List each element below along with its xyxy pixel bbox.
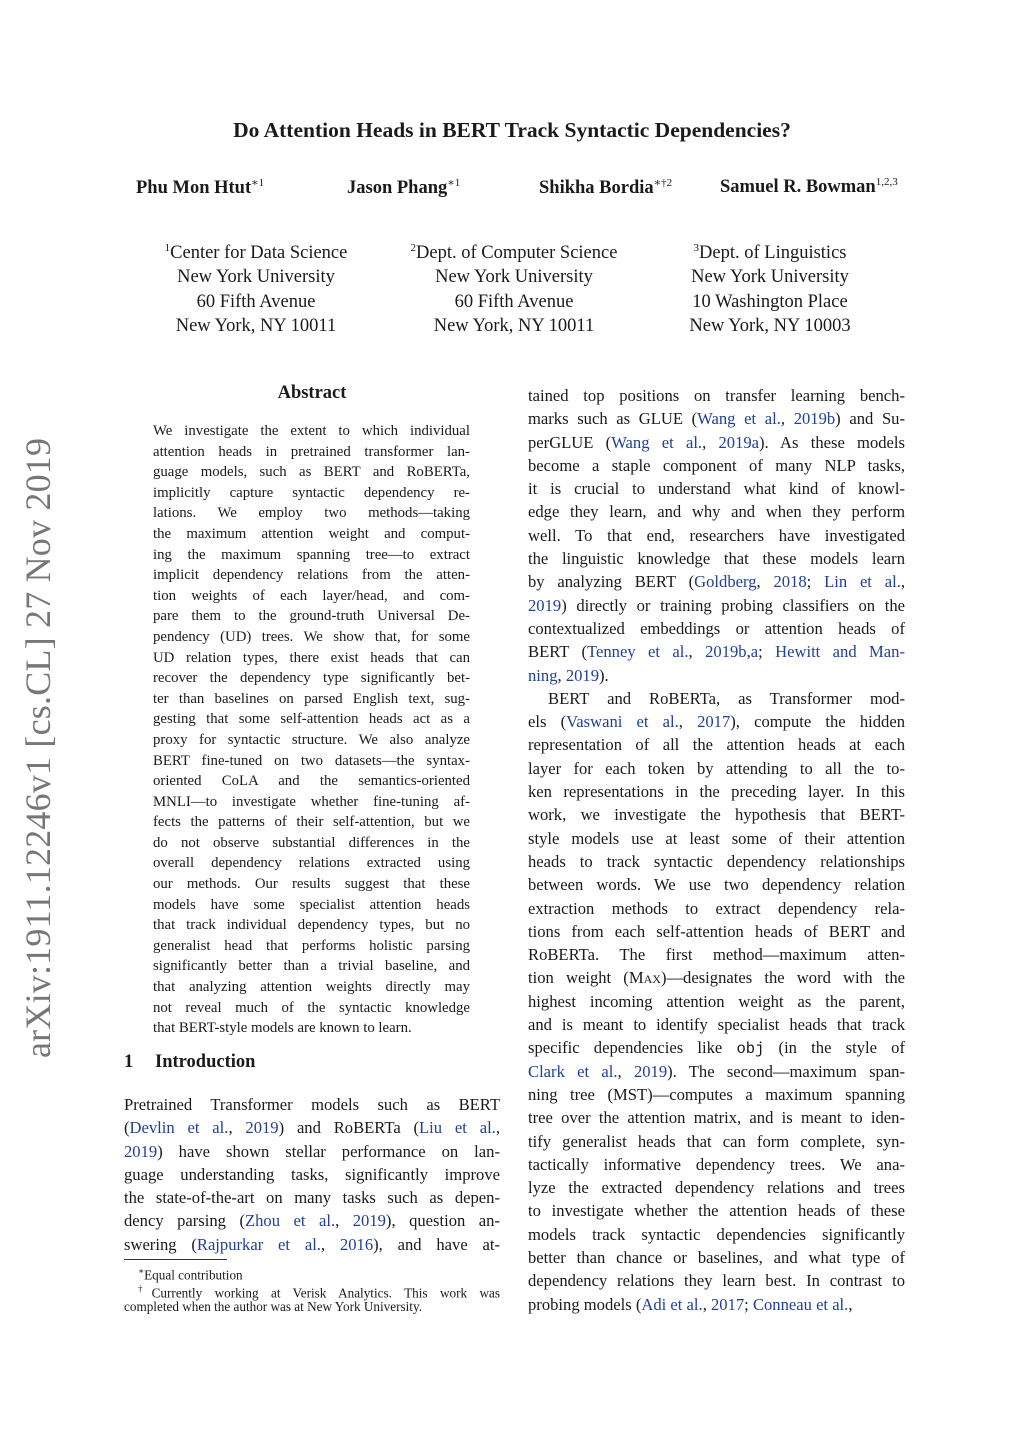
paper-title: Do Attention Heads in BERT Track Syntactic Dependencies? — [233, 118, 791, 142]
arxiv-identifier: arXiv:1911.12246v1 [cs.CL] 27 Nov 2019 — [18, 437, 58, 1058]
text-segment: the state-of-the-art on many tasks such as depen- — [124, 1188, 500, 1208]
affiliation-sup: 3 — [693, 242, 700, 254]
text-line — [528, 687, 905, 710]
citation-link[interactable]: 2019 — [633, 1061, 668, 1081]
affiliation-line — [640, 236, 900, 265]
text-segment: become a staple component of many NLP tasks, — [528, 455, 905, 475]
abstract-line: oriented CoLA and the semantics-oriented — [153, 773, 470, 790]
abstract-line: implicitly capture syntactic dependency re- — [153, 484, 470, 501]
text-segment: ; — [758, 642, 776, 662]
text-line — [528, 710, 905, 733]
text-line — [124, 1116, 500, 1139]
abstract-line: pare them to the ground-truth Universal De- — [153, 608, 470, 625]
text-segment: to investigate whether the attention heads of these — [528, 1201, 905, 1221]
text-segment: , — [678, 712, 698, 732]
text-line — [124, 1163, 500, 1186]
text-segment: ), question an- — [385, 1211, 500, 1231]
text-segment: , — [335, 1211, 353, 1231]
text-line — [528, 803, 905, 826]
text-segment: (in the style of — [764, 1038, 905, 1058]
text-segment: tify generalist heads that can form complete, syn- — [528, 1131, 905, 1151]
citation-link[interactable]: Conneau et al. — [752, 1294, 849, 1314]
text-segment: , — [228, 1118, 246, 1138]
abstract-line: our methods. Our results suggest that these — [153, 876, 470, 893]
text-segment: dency parsing ( — [124, 1211, 245, 1231]
text-segment: BERT ( — [528, 642, 588, 662]
text-line — [528, 1223, 905, 1246]
citation-link[interactable]: Hewitt and Man- — [775, 642, 905, 662]
author-4 — [720, 176, 898, 198]
text-line — [528, 850, 905, 873]
introduction-paragraph — [124, 1093, 500, 1256]
text-segment: , — [702, 1294, 711, 1314]
text-line — [528, 966, 905, 989]
text-line — [528, 547, 905, 570]
text-segment: , — [756, 572, 774, 592]
text-segment: highest incoming attention weight as the parent, — [528, 991, 905, 1011]
section-title: Introduction — [155, 1052, 256, 1072]
citation-link[interactable]: 2019 — [352, 1211, 386, 1231]
text-segment: marks such as GLUE ( — [528, 409, 698, 429]
affiliation-line — [126, 236, 386, 265]
text-segment: ), and have at- — [373, 1234, 501, 1254]
footnotes — [124, 1263, 500, 1316]
text-line — [528, 1083, 905, 1106]
text-line — [528, 384, 905, 407]
author-sup: ∗1 — [251, 177, 265, 189]
text-segment: , — [320, 1234, 340, 1254]
author-name: Shikha Bordia — [539, 178, 654, 199]
text-line — [528, 617, 905, 640]
text-segment: , — [688, 642, 706, 662]
text-line — [124, 1209, 500, 1232]
affiliation-line: 60 Fifth Avenue — [454, 291, 574, 312]
text-line — [528, 1199, 905, 1222]
section-heading-introduction — [124, 1052, 255, 1073]
text-line — [528, 431, 905, 454]
abstract-line: gesting that some self-attention heads act as a — [153, 711, 470, 728]
text-segment: els ( — [528, 712, 567, 732]
abstract-line: attention heads in pretrained transformer lan- — [153, 443, 470, 460]
author-1 — [136, 176, 264, 199]
text-line — [528, 1269, 905, 1292]
text-segment: ) have shown stellar performance on lan- — [157, 1141, 500, 1161]
text-segment: better than chance or baselines, and what type of — [528, 1247, 905, 1267]
abstract-line: pendency (UD) trees. We show that, for some — [153, 628, 470, 645]
method-name: Max — [628, 968, 661, 988]
text-segment: , — [746, 642, 751, 662]
author-sup: 1,2,3 — [875, 176, 898, 188]
text-segment: , — [780, 409, 794, 429]
text-line — [124, 1233, 500, 1256]
footnote-text: Equal contribution — [144, 1267, 243, 1283]
affiliation-line: New York, NY 10011 — [433, 315, 595, 336]
citation-link[interactable]: Tenney et al. — [587, 642, 689, 662]
abstract-line: that track individual dependency types, but no — [153, 917, 470, 934]
citation-link[interactable]: 2017 — [710, 1294, 745, 1314]
abstract-line: that BERT-style models are known to learn. — [153, 1020, 412, 1037]
text-segment: BERT and RoBERTa, as Transformer mod- — [548, 688, 905, 708]
text-segment: tion weight ( — [528, 968, 629, 988]
affiliation-text: Center for Data Science — [170, 243, 348, 264]
abstract-line: fects the patterns of their self-attention, but we — [153, 814, 470, 831]
footnote-text: Currently working at Verisk Analytics. This work was — [151, 1284, 501, 1300]
abstract-line: that analyzing attention weights directly may — [153, 979, 470, 996]
text-line — [528, 477, 905, 500]
text-line — [528, 1036, 905, 1059]
abstract-heading: Abstract — [277, 383, 347, 403]
affiliation-line: 60 Fifth Avenue — [196, 291, 316, 312]
text-segment: representation of all the attention heads at each — [528, 735, 905, 755]
text-line — [528, 454, 905, 477]
citation-link[interactable]: ning — [528, 665, 558, 685]
text-segment: ; — [806, 572, 825, 592]
code-text: obj — [736, 1040, 765, 1059]
text-segment: ning tree (MST)—computes a maximum spanning — [528, 1084, 905, 1104]
abstract-line: MNLI—to investigate whether fine-tuning af- — [153, 793, 470, 810]
text-line — [528, 500, 905, 523]
text-segment: and is meant to identify specialist heads that track — [528, 1015, 905, 1035]
section-number: 1 — [124, 1052, 134, 1072]
footnote-line — [124, 1263, 500, 1281]
abstract-line: We investigate the extent to which individual — [153, 423, 470, 439]
citation-link[interactable]: Clark et al. — [528, 1061, 618, 1081]
text-segment: between words. We use two dependency relation — [528, 875, 905, 895]
abstract-line: ing the maximum spanning tree—to extract — [153, 546, 470, 563]
text-line — [528, 640, 905, 663]
affiliation-line: New York University — [177, 267, 335, 288]
text-segment: layer for each token by attending to all the to- — [528, 758, 905, 778]
text-segment: contextualized embeddings or attention heads of — [528, 618, 905, 638]
text-line — [528, 1130, 905, 1153]
text-segment: ), compute the hidden — [730, 712, 905, 732]
text-line — [528, 407, 905, 430]
citation-link[interactable]: Zhou et al. — [244, 1211, 336, 1231]
text-segment: ). The second—maximum span- — [667, 1061, 906, 1081]
text-segment: tree over the attention matrix, and is meant to iden- — [528, 1108, 905, 1128]
abstract-line: BERT fine-tuned on two datasets—the syntax- — [153, 752, 470, 769]
text-segment: , — [702, 432, 719, 452]
text-segment: by analyzing BERT ( — [528, 572, 695, 592]
affiliation-sup: 1 — [164, 242, 171, 254]
text-segment: it is crucial to understand what kind of knowl- — [528, 479, 905, 499]
text-line — [528, 897, 905, 920]
footnote-line — [124, 1281, 500, 1299]
citation-link[interactable]: Wang et al. — [697, 409, 781, 429]
text-segment: tions from each self-attention heads of BERT and — [528, 921, 905, 941]
affiliation-line: New York University — [435, 267, 593, 288]
text-segment: , — [617, 1061, 634, 1081]
affiliation-sup: 2 — [410, 242, 417, 254]
text-segment: , — [900, 572, 905, 592]
text-segment: probing models ( — [528, 1294, 642, 1314]
text-segment: ; — [744, 1294, 753, 1314]
text-line — [528, 920, 905, 943]
text-line — [528, 524, 905, 547]
citation-link[interactable]: 2019 — [528, 595, 562, 615]
text-segment: tained top positions on transfer learning bench- — [528, 386, 905, 405]
text-segment: work, we investigate the hypothesis that BERT- — [528, 805, 905, 825]
footnote-marker: ∗ — [138, 1266, 145, 1276]
citation-link[interactable]: Adi et al. — [641, 1294, 703, 1314]
abstract-line: lations. We employ two methods—taking — [153, 505, 470, 522]
text-segment: swering ( — [124, 1234, 197, 1254]
citation-link[interactable]: 2017 — [697, 712, 731, 732]
text-segment: perGLUE ( — [528, 432, 612, 452]
citation-link[interactable]: 2019 — [565, 665, 599, 685]
text-segment: Pretrained Transformer models such as BERT — [124, 1095, 500, 1114]
abstract-line: UD relation types, there exist heads that can — [153, 649, 470, 666]
affiliation-line: New York, NY 10011 — [175, 315, 337, 336]
text-segment: the linguistic knowledge that these models learn — [528, 549, 905, 569]
text-segment: ) and Su- — [835, 409, 906, 429]
abstract-line: not reveal much of the syntactic knowledge — [153, 999, 470, 1016]
text-segment: heads to track syntactic dependency relationships — [528, 851, 905, 871]
citation-link[interactable]: a — [750, 642, 759, 662]
abstract-line: proxy for syntactic structure. We also analyze — [153, 731, 470, 748]
citation-link[interactable]: 2019 — [124, 1141, 158, 1161]
abstract-line: tion weights of each layer/head, and com- — [153, 587, 470, 604]
affiliation-line — [384, 236, 644, 265]
abstract-line: the maximum attention weight and comput- — [153, 525, 470, 542]
footnote-text: completed when the author was at New York University. — [124, 1299, 422, 1315]
text-segment: style models use at least some of their attention — [528, 828, 905, 848]
abstract-line: significantly better than a trivial baseline, and — [153, 958, 470, 975]
abstract-line: implicit dependency relations from the atten- — [153, 567, 470, 584]
text-segment: ken representations in the preceding layer. In this — [528, 782, 905, 802]
citation-link[interactable]: Wang et al. — [611, 432, 703, 452]
right-column-text — [528, 384, 905, 1316]
citation-link[interactable]: 2018 — [773, 572, 807, 592]
affiliation-1 — [126, 236, 386, 338]
text-segment: edge they learn, and why and when they perform — [528, 502, 905, 522]
abstract-body — [153, 421, 470, 1039]
citation-link[interactable]: Vaswani et al. — [566, 712, 679, 732]
text-segment: specific dependencies like — [528, 1038, 737, 1058]
citation-link[interactable]: Rajpurkar et al. — [196, 1234, 321, 1254]
affiliation-line: New York University — [691, 267, 849, 288]
text-segment: )—designates the word with the — [660, 968, 905, 988]
text-segment: ). — [599, 665, 609, 685]
abstract-line: models have some specialist attention heads — [153, 896, 470, 913]
text-line — [528, 990, 905, 1013]
text-line — [528, 1293, 905, 1316]
abstract-line: recover the dependency type significantly bet- — [153, 670, 470, 687]
text-segment: guage understanding tasks, significantly improve — [124, 1164, 500, 1184]
abstract-line: guage models, such as BERT and RoBERTa, — [153, 464, 470, 481]
text-line — [528, 780, 905, 803]
text-segment: ). As these models — [759, 432, 905, 452]
citation-link[interactable]: Goldberg — [694, 572, 757, 592]
text-segment: well. To that end, researchers have investigated — [528, 525, 905, 545]
text-segment: , — [495, 1118, 500, 1138]
citation-link[interactable]: 2019b — [793, 409, 836, 429]
text-line — [528, 943, 905, 966]
affiliation-text: Dept. of Computer Science — [416, 243, 618, 264]
text-line — [124, 1186, 500, 1209]
text-line — [528, 1106, 905, 1129]
text-segment: dependency relations they learn best. In contrast to — [528, 1271, 905, 1291]
abstract-line: overall dependency relations extracted using — [153, 855, 470, 872]
author-name: Samuel R. Bowman — [720, 177, 876, 198]
citation-link[interactable]: 2019a — [718, 432, 760, 452]
citation-link[interactable]: Liu et al. — [419, 1118, 496, 1138]
text-segment: ) directly or training probing classifiers on the — [561, 595, 905, 615]
text-segment: ) and RoBERTa ( — [278, 1118, 420, 1138]
text-line — [124, 1140, 500, 1163]
text-segment: extraction methods to extract dependency rela- — [528, 898, 905, 918]
text-line — [528, 594, 905, 617]
abstract-line: ter than baselines on parsed English text, sug- — [153, 690, 470, 707]
citation-link[interactable]: 2016 — [339, 1234, 374, 1254]
affiliation-text: Dept. of Linguistics — [699, 243, 847, 264]
affiliation-line: New York, NY 10003 — [689, 315, 851, 336]
abstract-line: generalist head that performs holistic parsing — [153, 937, 470, 954]
text-segment: ( — [124, 1118, 130, 1138]
citation-link[interactable]: Devlin et al. — [129, 1118, 229, 1138]
abstract-line: do not observe substantial differences in the — [153, 834, 470, 851]
affiliation-3 — [640, 236, 900, 338]
footnote-line — [124, 1298, 500, 1316]
text-segment: , — [848, 1294, 853, 1314]
author-name: Phu Mon Htut — [136, 178, 252, 199]
citation-link[interactable]: 2019b — [705, 642, 747, 662]
author-name: Jason Phang — [347, 178, 448, 199]
footnote-rule — [124, 1259, 227, 1260]
text-line — [528, 733, 905, 756]
author-3 — [539, 176, 672, 199]
author-2 — [347, 176, 460, 199]
affiliation-2 — [384, 236, 644, 338]
text-line — [528, 570, 905, 593]
text-segment: models track syntactic dependencies significantly — [528, 1224, 905, 1244]
text-line — [528, 873, 905, 896]
text-line — [528, 664, 905, 687]
author-sup: ∗†2 — [653, 177, 673, 189]
text-line — [528, 1153, 905, 1176]
footnote-marker: † — [138, 1283, 152, 1294]
text-segment: lyze the extracted dependency relations and trees — [528, 1178, 905, 1198]
text-segment: tactically informative dependency trees. We ana- — [528, 1154, 905, 1174]
text-line — [528, 1060, 905, 1083]
text-segment: RoBERTa. The first method—maximum atten- — [528, 945, 905, 965]
citation-link[interactable]: Lin et al. — [824, 572, 901, 592]
text-line — [528, 1176, 905, 1199]
author-sup: ∗1 — [447, 177, 461, 189]
text-line — [528, 1013, 905, 1036]
text-line — [124, 1093, 500, 1116]
text-segment: , — [557, 665, 566, 685]
text-line — [528, 1246, 905, 1269]
affiliation-line: 10 Washington Place — [692, 291, 848, 312]
citation-link[interactable]: 2019 — [245, 1118, 279, 1138]
text-line — [528, 757, 905, 780]
text-line — [528, 827, 905, 850]
